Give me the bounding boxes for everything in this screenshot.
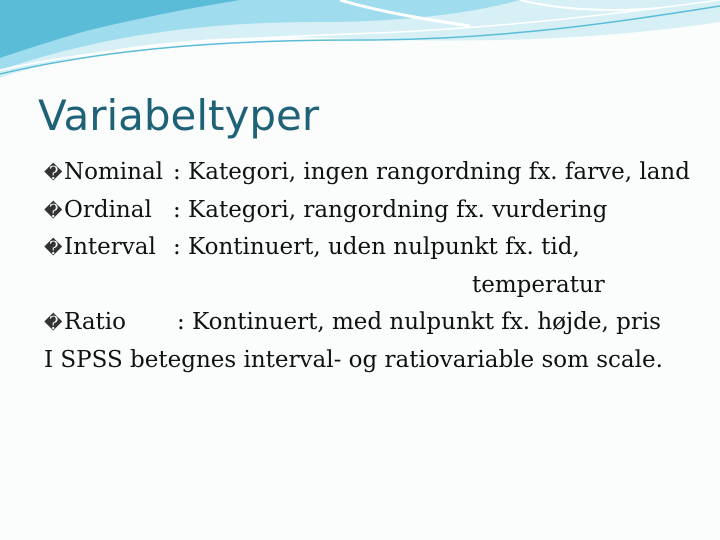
list-item-interval-continuation <box>44 267 663 305</box>
term-label: Ordinal <box>64 196 152 223</box>
bullet-icon: � <box>44 200 63 222</box>
term-description-continuation: temperatur <box>472 271 605 298</box>
header-wave-decoration <box>0 0 720 90</box>
slide-body <box>44 154 690 379</box>
footer-line: I SPSS betegnes interval- og ratiovariable som scale. <box>44 346 663 373</box>
term-description: : Kontinuert, med nulpunkt fx. højde, pris <box>177 309 661 335</box>
slide-title: Variabeltyper <box>38 91 320 140</box>
list-item-ordinal <box>44 192 663 230</box>
bullet-icon: � <box>44 163 63 184</box>
bullet-icon: � <box>44 238 63 259</box>
list-item-ratio <box>44 304 663 342</box>
list-item-interval <box>44 229 663 267</box>
bullet-icon: � <box>44 313 63 334</box>
term-label: Ratio <box>64 309 127 335</box>
term-label: Interval <box>64 234 156 260</box>
term-description: : Kategori, rangordning fx. vurdering <box>173 196 608 223</box>
term-description: : Kontinuert, uden nulpunkt fx. tid, <box>173 234 580 260</box>
term-label: Nominal <box>64 159 164 185</box>
term-description: : Kategori, ingen rangordning fx. farve, land <box>173 159 690 185</box>
list-item-nominal <box>44 154 690 192</box>
